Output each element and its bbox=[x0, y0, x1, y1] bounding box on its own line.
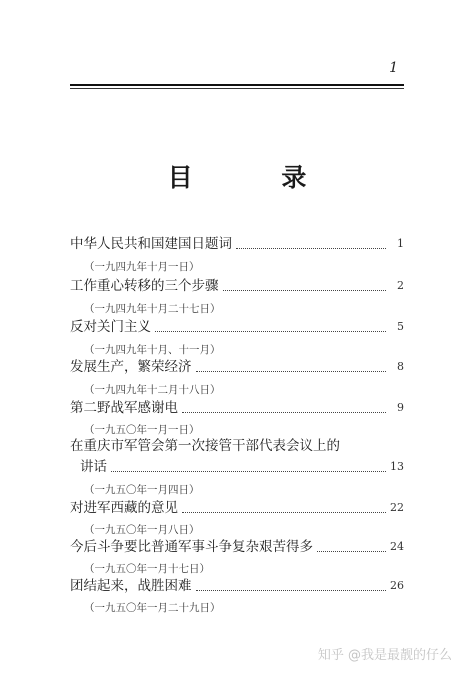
entry-date: （一九四九年十月二十七日） bbox=[84, 303, 221, 315]
entry-page-number: 5 bbox=[397, 320, 404, 333]
dot-leader bbox=[223, 290, 387, 291]
toc-entry[interactable] bbox=[70, 357, 404, 377]
entry-date: （一九四九年十二月十八日） bbox=[84, 384, 221, 396]
entry-date: （一九五〇年一月十七日） bbox=[84, 563, 210, 575]
entry-title-continuation: 讲话 bbox=[80, 459, 107, 475]
entry-page-number: 24 bbox=[390, 540, 404, 553]
toc-entry[interactable] bbox=[70, 317, 404, 337]
entry-title: 第二野战军感谢电 bbox=[70, 400, 178, 416]
entry-page-number: 13 bbox=[390, 460, 404, 473]
entry-page-number: 9 bbox=[397, 401, 404, 414]
toc-entry[interactable] bbox=[70, 537, 404, 557]
entry-page-number: 2 bbox=[397, 279, 404, 292]
entry-page-number: 1 bbox=[397, 237, 404, 250]
toc-entry-continuation[interactable] bbox=[80, 457, 404, 477]
toc-title: 目 录 bbox=[167, 163, 347, 192]
entry-title: 反对关门主义 bbox=[70, 319, 151, 335]
toc-entry[interactable] bbox=[70, 398, 404, 418]
toc-entry[interactable] bbox=[70, 234, 404, 254]
toc-entry[interactable] bbox=[70, 498, 404, 518]
watermark: 知乎 @我是最靓的仔么 bbox=[317, 648, 452, 663]
toc-entry[interactable] bbox=[70, 276, 404, 296]
entry-title: 在重庆市军管会第一次接管干部代表会议上的 bbox=[70, 438, 340, 454]
dot-leader bbox=[196, 371, 387, 372]
entry-date: （一九五〇年一月二十九日） bbox=[84, 602, 221, 614]
entry-title: 今后斗争要比普通军事斗争复杂艰苦得多 bbox=[70, 539, 313, 555]
header-rule-thin bbox=[70, 88, 404, 89]
page-number: 1 bbox=[389, 60, 398, 76]
dot-leader bbox=[155, 331, 386, 332]
entry-page-number: 22 bbox=[390, 501, 404, 514]
dot-leader bbox=[236, 248, 386, 249]
entry-date: （一九四九年十月、十一月） bbox=[84, 344, 221, 356]
entry-date: （一九五〇年一月八日） bbox=[84, 524, 200, 536]
toc-entry[interactable] bbox=[70, 436, 404, 456]
dot-leader bbox=[182, 512, 386, 513]
entry-title: 对进军西藏的意见 bbox=[70, 500, 178, 516]
entry-date: （一九四九年十月一日） bbox=[84, 261, 200, 273]
entry-page-number: 26 bbox=[390, 579, 404, 592]
entry-title: 发展生产，繁荣经济 bbox=[70, 359, 192, 375]
dot-leader bbox=[182, 412, 386, 413]
dot-leader bbox=[196, 590, 387, 591]
entry-date: （一九五〇年一月四日） bbox=[84, 484, 200, 496]
entry-title: 工作重心转移的三个步骤 bbox=[70, 278, 219, 294]
header-rule-thick bbox=[70, 84, 404, 86]
toc-entry[interactable] bbox=[70, 576, 404, 596]
entry-title: 团结起来，战胜困难 bbox=[70, 578, 192, 594]
dot-leader bbox=[111, 471, 386, 472]
entry-title: 中华人民共和国建国日题词 bbox=[70, 236, 232, 252]
entry-date: （一九五〇年一月一日） bbox=[84, 424, 200, 436]
entry-page-number: 8 bbox=[397, 360, 404, 373]
dot-leader bbox=[317, 551, 386, 552]
